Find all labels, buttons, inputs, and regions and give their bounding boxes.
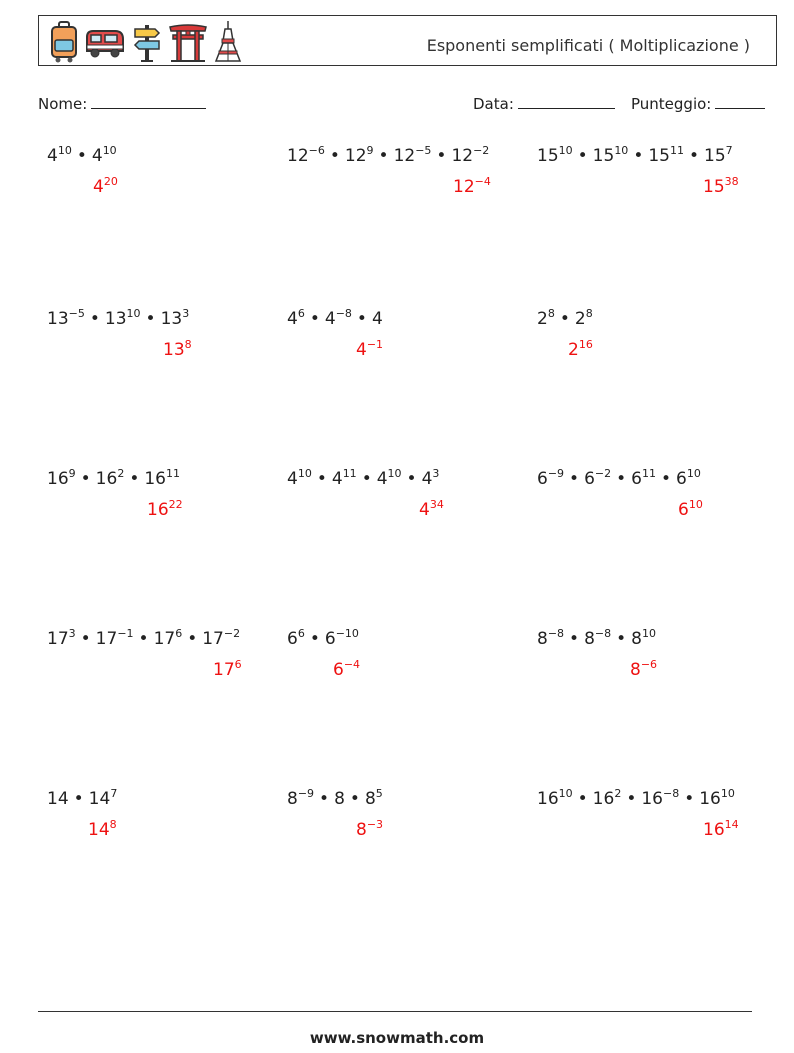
power-exponent: 6 (297, 307, 305, 320)
power-base: 16 (47, 469, 69, 489)
power-term (641, 789, 679, 809)
answer (93, 177, 118, 197)
power-exponent: −8 (662, 787, 680, 800)
multiply-dot: • (309, 629, 320, 649)
power-exponent: 10 (126, 307, 141, 320)
power-base: 8 (287, 789, 298, 809)
power-term (593, 789, 622, 809)
power-exponent: −5 (415, 144, 432, 157)
power-base: 17 (47, 629, 69, 649)
power-exponent: 10 (558, 787, 573, 800)
multiply-dot: • (80, 629, 91, 649)
answer (419, 500, 444, 520)
power-exponent: 10 (720, 787, 735, 800)
power-base: 6 (631, 469, 642, 489)
power-base: 2 (537, 309, 548, 329)
luggage-icon (49, 21, 79, 63)
problem-5 (287, 307, 384, 360)
power-base: 4 (287, 309, 298, 329)
power-term (593, 146, 629, 166)
power-base: 4 (287, 469, 298, 489)
multiply-dot: • (436, 146, 447, 166)
multiply-dot: • (626, 789, 637, 809)
problem-2 (287, 144, 491, 197)
problem-expression (537, 146, 733, 166)
answer-exponent: −1 (366, 338, 384, 351)
answer (163, 340, 192, 360)
power-exponent: 7 (725, 144, 733, 157)
problem-11 (287, 627, 361, 680)
answer-exponent: 6 (234, 658, 242, 671)
answer-exponent: 8 (184, 338, 192, 351)
answer-exponent: −6 (640, 658, 658, 671)
answer-exponent: 34 (429, 498, 444, 511)
answer-base: 8 (630, 660, 641, 680)
multiply-dot: • (187, 629, 198, 649)
power-base: 17 (202, 629, 224, 649)
power-base: 17 (95, 629, 118, 649)
power-base: 13 (47, 309, 69, 329)
power-exponent: 11 (641, 467, 656, 480)
answer-base: 16 (703, 820, 725, 840)
power-base: 8 (631, 629, 642, 649)
power-term (105, 309, 141, 329)
problem-expression (537, 629, 656, 649)
problem-6 (537, 307, 593, 360)
multiply-dot: • (569, 629, 580, 649)
problem-expression (47, 789, 117, 809)
power-term (332, 469, 357, 489)
power-exponent: 8 (585, 307, 593, 320)
worksheet-header (38, 15, 777, 66)
problem-3 (537, 144, 739, 197)
power-exponent: 5 (375, 787, 383, 800)
power-term (377, 469, 402, 489)
answer-base: 6 (678, 500, 689, 520)
power-base: 16 (699, 789, 721, 809)
multiply-dot: • (349, 789, 360, 809)
footer-divider (38, 1011, 752, 1012)
answer (88, 820, 117, 840)
power-exponent: 10 (614, 144, 629, 157)
power-term (47, 629, 76, 649)
name-line[interactable] (91, 94, 206, 109)
power-exponent: −10 (335, 627, 359, 640)
multiply-dot: • (329, 146, 340, 166)
multiply-dot: • (145, 309, 156, 329)
problem-expression (537, 789, 735, 809)
power-exponent: −2 (473, 144, 490, 157)
power-exponent: 10 (387, 467, 402, 480)
power-term (676, 469, 701, 489)
power-term (584, 469, 611, 489)
problem-expression (47, 146, 117, 166)
power-term (699, 789, 735, 809)
problem-expression (537, 309, 593, 329)
multiply-dot: • (356, 309, 367, 329)
problem-1 (47, 144, 118, 197)
answer-exponent: 16 (578, 338, 593, 351)
multiply-dot: • (660, 469, 672, 489)
power-term (537, 309, 555, 329)
problem-15 (537, 787, 739, 840)
multiply-dot: • (361, 469, 372, 489)
power-term (325, 309, 352, 329)
answer-base: 2 (568, 340, 579, 360)
power-base: 8 (537, 629, 548, 649)
answer-exponent: 8 (109, 818, 117, 831)
power-term (631, 629, 656, 649)
multiply-dot: • (577, 146, 588, 166)
power-base: 4 (47, 146, 58, 166)
multiply-dot: • (633, 146, 644, 166)
power-term (47, 309, 85, 329)
multiply-dot: • (76, 146, 87, 166)
answer (568, 340, 593, 360)
power-base: 6 (584, 469, 595, 489)
power-term (287, 469, 312, 489)
problem-expression (287, 309, 383, 329)
answer-base: 8 (356, 820, 367, 840)
answer (147, 500, 183, 520)
problem-expression (537, 469, 701, 489)
power-base: 4 (324, 309, 336, 329)
power-base: 14 (47, 789, 69, 809)
power-exponent: 10 (297, 467, 312, 480)
power-base: 15 (592, 146, 615, 166)
tokyo-tower-icon (213, 21, 243, 63)
power-term (287, 146, 325, 166)
power-base: 8 (334, 789, 345, 809)
multiply-dot: • (316, 469, 327, 489)
power-exponent: 11 (669, 144, 684, 157)
power-base: 16 (95, 469, 118, 489)
power-term (648, 146, 684, 166)
multiply-dot: • (684, 789, 695, 809)
answer-base: 13 (163, 340, 185, 360)
power-term (96, 469, 125, 489)
power-base: 16 (537, 789, 559, 809)
multiply-dot: • (319, 789, 330, 809)
power-exponent: 6 (297, 627, 305, 640)
power-exponent: −1 (117, 627, 134, 640)
multiply-dot: • (577, 789, 588, 809)
power-base: 15 (648, 146, 670, 166)
power-term (89, 789, 118, 809)
power-base: 4 (371, 309, 383, 329)
problem-expression (287, 629, 359, 649)
power-base: 12 (344, 146, 367, 166)
power-exponent: −9 (547, 467, 565, 480)
power-exponent: 11 (165, 467, 180, 480)
power-term (287, 309, 305, 329)
problem-expression (47, 629, 240, 649)
power-exponent: 10 (57, 144, 72, 157)
header-icons (49, 20, 243, 64)
score-field (631, 94, 765, 113)
signpost-icon (131, 21, 163, 63)
problem-7 (47, 467, 183, 520)
power-exponent: −2 (223, 627, 241, 640)
multiply-dot: • (73, 789, 84, 809)
date-label: Data: (473, 95, 514, 113)
power-term (144, 469, 180, 489)
power-base: 17 (153, 629, 176, 649)
multiply-dot: • (406, 469, 417, 489)
problem-expression (287, 789, 383, 809)
answer-exponent: 20 (103, 175, 118, 188)
power-term (287, 629, 305, 649)
answer (356, 820, 383, 840)
answer-exponent: 38 (724, 175, 739, 188)
power-base: 12 (393, 146, 416, 166)
power-term (365, 789, 383, 809)
power-base: 6 (676, 469, 687, 489)
power-exponent: 3 (432, 467, 440, 480)
multiply-dot: • (378, 146, 389, 166)
power-term (584, 629, 611, 649)
power-term (537, 629, 564, 649)
camper-van-icon (85, 21, 125, 63)
power-term (47, 469, 76, 489)
power-term (92, 146, 117, 166)
multiply-dot: • (89, 309, 100, 329)
power-base: 2 (574, 309, 586, 329)
power-term (96, 629, 134, 649)
power-term (325, 629, 359, 649)
answer (678, 500, 703, 520)
power-term (422, 469, 440, 489)
power-term (537, 469, 564, 489)
answer-exponent: −4 (343, 658, 361, 671)
problem-expression (47, 309, 189, 329)
power-term (394, 146, 432, 166)
answer-base: 15 (703, 177, 725, 197)
power-exponent: 8 (547, 307, 555, 320)
problem-expression (287, 146, 489, 166)
answer-base: 17 (213, 660, 235, 680)
power-exponent: −2 (594, 467, 612, 480)
problem-10 (47, 627, 242, 680)
answer-base: 14 (88, 820, 110, 840)
multiply-dot: • (616, 469, 627, 489)
multiply-dot: • (616, 629, 627, 649)
problem-8 (287, 467, 444, 520)
answer-base: 4 (419, 500, 430, 520)
power-base: 6 (537, 469, 548, 489)
answer (213, 660, 242, 680)
answer (333, 660, 360, 680)
footer-site: www.snowmath.com (309, 1029, 485, 1047)
answer (630, 660, 657, 680)
answer (453, 177, 491, 197)
power-term (47, 789, 69, 809)
power-base: 16 (641, 789, 663, 809)
multiply-dot: • (688, 146, 700, 166)
power-exponent: 9 (366, 144, 374, 157)
power-term (537, 146, 573, 166)
power-exponent: 10 (686, 467, 701, 480)
power-exponent: 2 (117, 467, 125, 480)
power-base: 12 (451, 146, 474, 166)
power-exponent: 10 (641, 627, 656, 640)
answer-exponent: 14 (724, 818, 739, 831)
power-base: 14 (88, 789, 111, 809)
power-term (451, 146, 489, 166)
answer-exponent: 22 (168, 498, 183, 511)
power-base: 4 (421, 469, 433, 489)
power-exponent: 11 (342, 467, 357, 480)
torii-gate-icon (169, 21, 207, 63)
multiply-dot: • (138, 629, 149, 649)
power-term (154, 629, 183, 649)
power-exponent: 3 (68, 627, 76, 640)
power-base: 13 (104, 309, 127, 329)
power-exponent: −5 (68, 307, 85, 320)
power-term (161, 309, 190, 329)
power-base: 4 (331, 469, 343, 489)
name-field (38, 94, 206, 113)
power-exponent: 2 (614, 787, 622, 800)
power-base: 15 (704, 146, 726, 166)
power-base: 12 (287, 146, 309, 166)
power-term (47, 146, 72, 166)
answer (703, 177, 739, 197)
problem-12 (537, 627, 658, 680)
power-base: 4 (376, 469, 388, 489)
multiply-dot: • (309, 309, 320, 329)
answer (703, 820, 739, 840)
answer-exponent: 10 (688, 498, 703, 511)
power-base: 16 (144, 469, 166, 489)
date-line[interactable] (518, 94, 615, 109)
power-exponent: 6 (175, 627, 183, 640)
power-base: 15 (537, 146, 559, 166)
date-field (473, 94, 615, 113)
score-label: Punteggio: (631, 95, 712, 113)
power-term (334, 789, 345, 809)
power-base: 6 (287, 629, 298, 649)
answer-exponent: −3 (366, 818, 384, 831)
name-label: Nome: (38, 95, 88, 113)
power-term (345, 146, 374, 166)
power-base: 13 (160, 309, 183, 329)
power-exponent: −8 (335, 307, 352, 320)
problem-4 (47, 307, 192, 360)
power-term (575, 309, 593, 329)
power-base: 16 (592, 789, 615, 809)
power-exponent: −6 (308, 144, 325, 157)
multiply-dot: • (80, 469, 91, 489)
problem-13 (47, 787, 118, 840)
multiply-dot: • (559, 309, 570, 329)
problem-9 (537, 467, 703, 520)
problem-expression (287, 469, 439, 489)
power-base: 8 (364, 789, 376, 809)
answer-base: 4 (93, 177, 104, 197)
problem-expression (47, 469, 180, 489)
power-term (704, 146, 733, 166)
power-exponent: 10 (558, 144, 573, 157)
answer-base: 16 (147, 500, 169, 520)
power-exponent: −8 (547, 627, 565, 640)
problem-14 (287, 787, 384, 840)
power-exponent: 7 (110, 787, 118, 800)
power-exponent: 9 (68, 467, 76, 480)
score-line[interactable] (715, 94, 765, 109)
power-exponent: 10 (102, 144, 117, 157)
answer (356, 340, 383, 360)
power-exponent: −9 (297, 787, 315, 800)
multiply-dot: • (569, 469, 580, 489)
power-term (202, 629, 240, 649)
answer-base: 6 (333, 660, 344, 680)
power-term (537, 789, 573, 809)
power-base: 8 (584, 629, 595, 649)
multiply-dot: • (129, 469, 140, 489)
power-base: 6 (324, 629, 336, 649)
answer-exponent: −4 (474, 175, 491, 188)
answer-base: 12 (453, 177, 475, 197)
answer-base: 4 (356, 340, 367, 360)
power-term (287, 789, 314, 809)
power-base: 4 (91, 146, 103, 166)
power-exponent: −8 (594, 627, 612, 640)
worksheet-title: Esponenti semplificati ( Moltiplicazione ) (426, 36, 750, 55)
power-exponent: 3 (182, 307, 190, 320)
power-term (372, 309, 383, 329)
power-term (631, 469, 656, 489)
